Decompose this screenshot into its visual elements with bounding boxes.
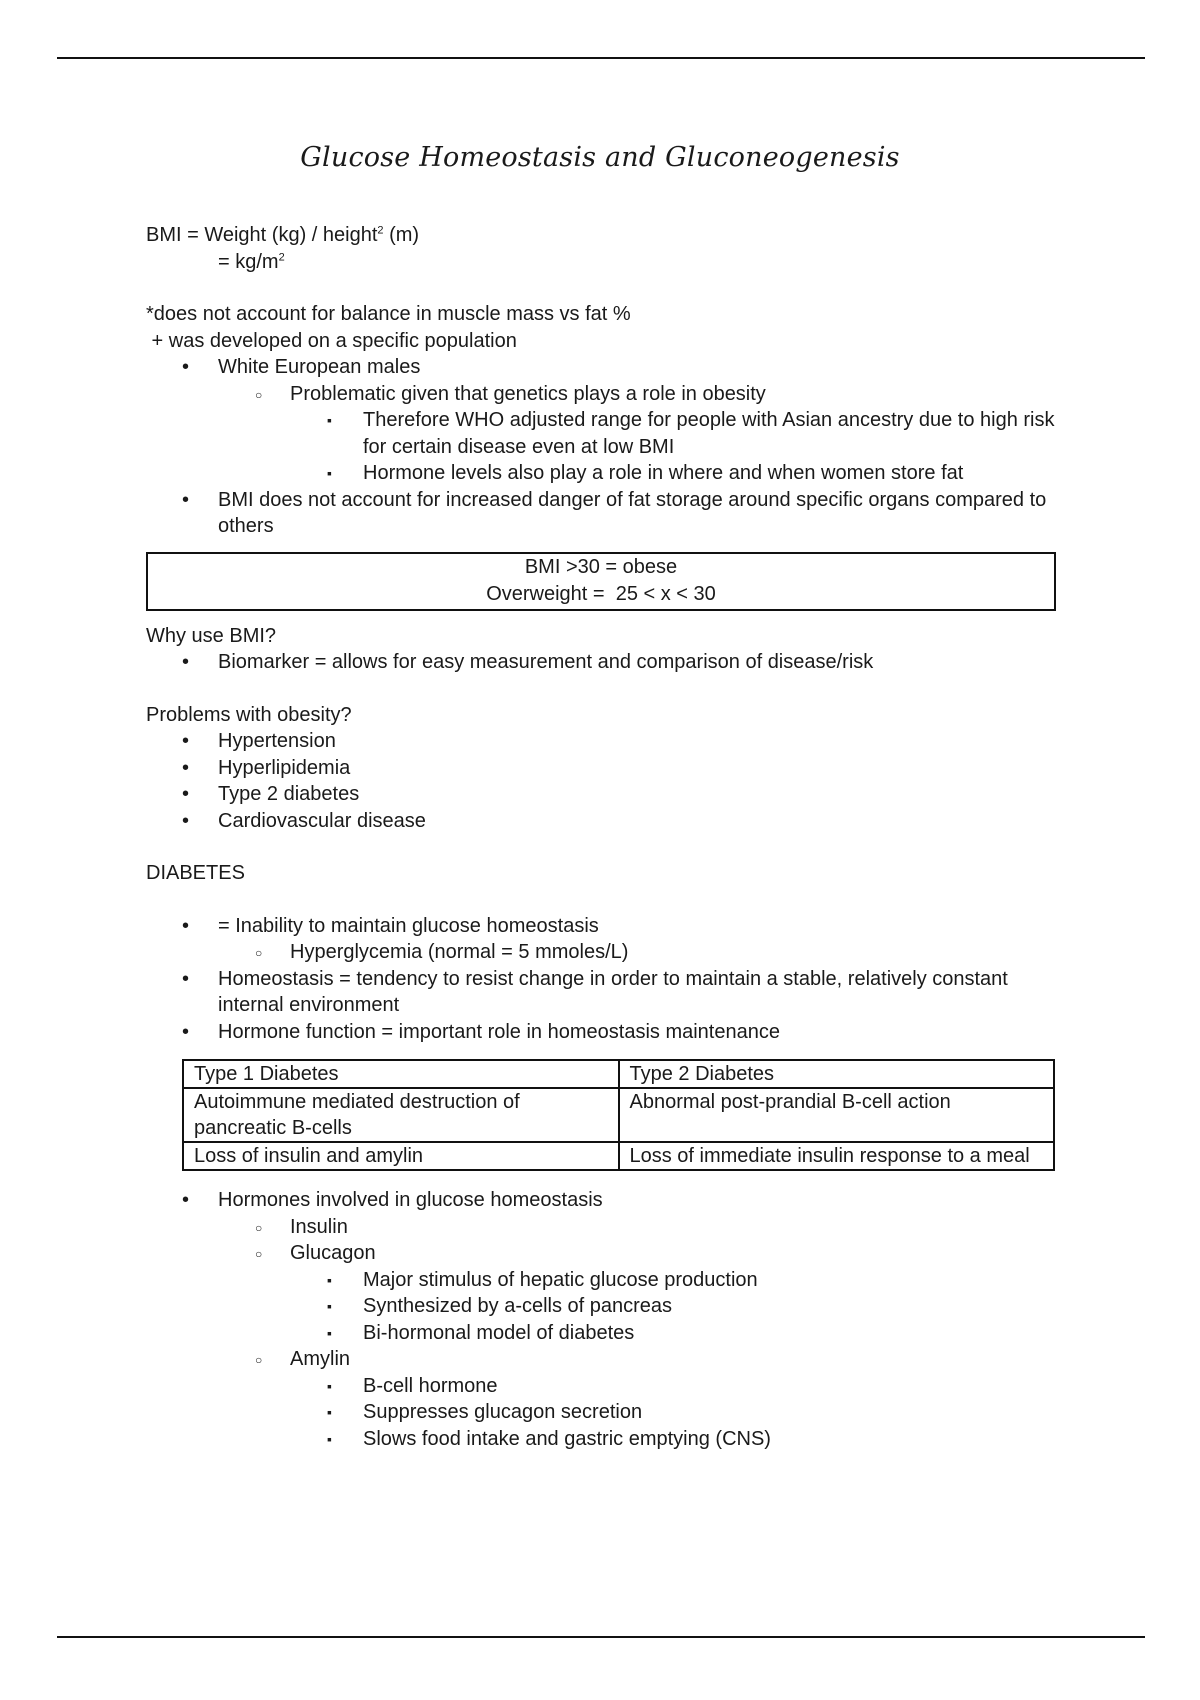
list-item: • Hormone function = important role in homeostasis maintenance bbox=[146, 1019, 1066, 1046]
bmi-obese-line: BMI >30 = obese bbox=[524, 555, 678, 578]
list-item: ▪ Major stimulus of hepatic glucose production bbox=[146, 1267, 1066, 1294]
table-row bbox=[183, 1142, 1054, 1170]
page-title: Glucose Homeostasis and Gluconeogenesis bbox=[300, 142, 900, 173]
diabetes-heading: DIABETES bbox=[146, 862, 245, 884]
list-item: • Homeostasis = tendency to resist change in order to maintain a stable, relatively constant internal environment bbox=[146, 966, 1066, 1019]
list-item: • Hypertension bbox=[146, 728, 1066, 755]
bmi-unit-text: = kg/m bbox=[218, 250, 279, 273]
bmi-overweight-line: Overweight = 25 < x < 30 bbox=[486, 582, 716, 605]
diabetes-comparison-table bbox=[182, 1059, 1055, 1171]
table-cell: Loss of insulin and amylin bbox=[183, 1142, 619, 1170]
bmi-formula-unit: (m) bbox=[383, 224, 420, 246]
list-item: ○ Amylin bbox=[146, 1346, 1066, 1373]
table-cell: Autoimmune mediated destruction of pancreatic B-cells bbox=[183, 1088, 619, 1142]
list-item: • White European males bbox=[146, 354, 1066, 381]
table-cell: Type 1 Diabetes bbox=[183, 1060, 619, 1088]
list-item: • Biomarker = allows for easy measurement and comparison of disease/risk bbox=[146, 649, 1066, 676]
table-row bbox=[183, 1088, 1054, 1142]
list-item: ○ Problematic given that genetics plays a role in obesity bbox=[146, 381, 1066, 408]
superscript: 2 bbox=[278, 250, 285, 263]
list-item: • Hormones involved in glucose homeostasis bbox=[146, 1187, 1066, 1214]
diabetes-list bbox=[146, 913, 1066, 1046]
bmi-formula-line-2 bbox=[146, 249, 1066, 276]
bmi-note-2: + was developed on a specific population bbox=[146, 329, 517, 352]
table-row bbox=[183, 1060, 1054, 1088]
list-item: ▪ B-cell hormone bbox=[146, 1373, 1066, 1400]
document-body bbox=[146, 136, 1066, 1452]
list-item: • BMI does not account for increased danger of fat storage around specific organs compared to others bbox=[146, 487, 1066, 540]
bmi-formula-line-1 bbox=[146, 222, 1066, 249]
list-item: • Hyperlipidemia bbox=[146, 755, 1066, 782]
hormones-list bbox=[146, 1187, 1066, 1452]
list-item: ▪ Hormone levels also play a role in where and when women store fat bbox=[146, 460, 1066, 487]
top-rule bbox=[57, 57, 1145, 59]
bmi-formula-text: BMI = Weight (kg) / height bbox=[146, 224, 378, 246]
table-cell: Abnormal post-prandial B-cell action bbox=[619, 1088, 1055, 1142]
table-cell: Loss of immediate insulin response to a meal bbox=[619, 1142, 1055, 1170]
why-bmi-heading: Why use BMI? bbox=[146, 624, 277, 647]
list-item: ○ Hyperglycemia (normal = 5 mmoles/L) bbox=[146, 939, 1066, 966]
bmi-notes-list bbox=[146, 354, 1066, 540]
list-item: ▪ Bi-hormonal model of diabetes bbox=[146, 1320, 1066, 1347]
list-item: ▪ Therefore WHO adjusted range for people with Asian ancestry due to high risk for certain disease even at low BMI bbox=[146, 407, 1066, 460]
why-bmi-list bbox=[146, 649, 1066, 676]
bmi-range-box bbox=[146, 552, 1056, 611]
list-item: • = Inability to maintain glucose homeostasis bbox=[146, 913, 1066, 940]
bmi-note-1: *does not account for balance in muscle mass vs fat % bbox=[146, 303, 631, 325]
list-item: ▪ Suppresses glucagon secretion bbox=[146, 1399, 1066, 1426]
superscript: 2 bbox=[377, 224, 384, 237]
list-item: ▪ Synthesized by a-cells of pancreas bbox=[146, 1293, 1066, 1320]
table-cell: Type 2 Diabetes bbox=[619, 1060, 1055, 1088]
list-item: ▪ Slows food intake and gastric emptying (CNS) bbox=[146, 1426, 1066, 1453]
obesity-list bbox=[146, 728, 1066, 834]
list-item: • Type 2 diabetes bbox=[146, 781, 1066, 808]
bottom-rule bbox=[57, 1636, 1145, 1638]
obesity-heading: Problems with obesity? bbox=[146, 703, 352, 726]
list-item: • Cardiovascular disease bbox=[146, 808, 1066, 835]
list-item: ○ Glucagon bbox=[146, 1240, 1066, 1267]
list-item: ○ Insulin bbox=[146, 1214, 1066, 1241]
